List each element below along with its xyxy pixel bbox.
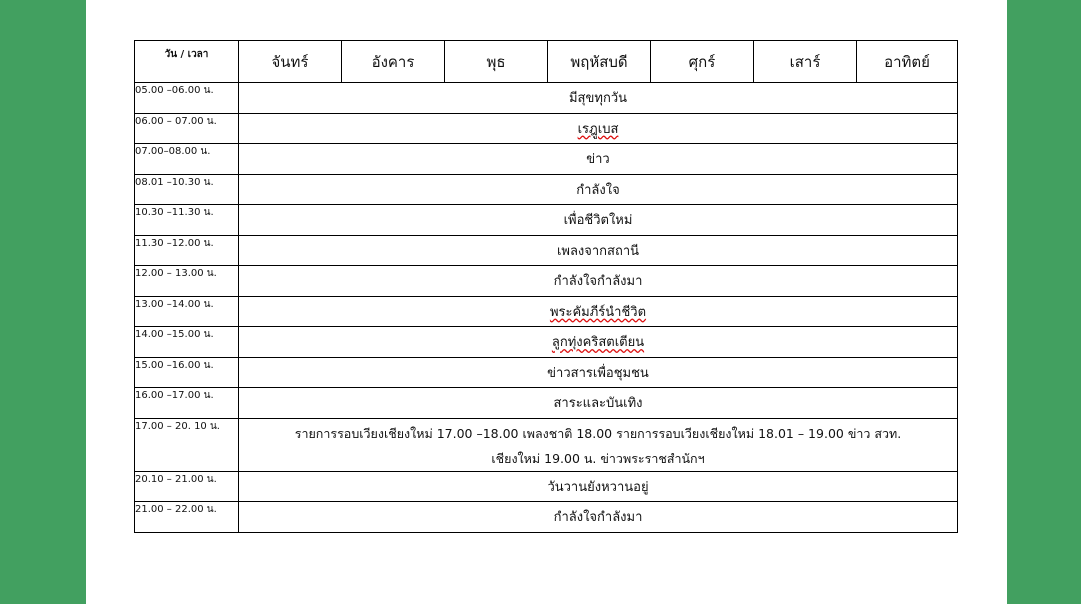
time-cell: 17.00 – 20. 10 น. <box>135 418 239 471</box>
program-line-1: รายการรอบเวียงเชียงใหม่ 17.00 –18.00 เพลงชาติ 18.00 รายการรอบเวียงเชียงใหม่ 18.01 – 19.00 ข่าว สวท. <box>294 425 902 441</box>
schedule-table <box>134 40 958 533</box>
time-cell: 15.00 –16.00 น. <box>135 357 239 388</box>
time-cell: 07.00–08.00 น. <box>135 144 239 175</box>
day-header-wednesday: พุธ <box>445 41 548 83</box>
day-header-monday: จันทร์ <box>239 41 342 83</box>
day-header-sunday: อาทิตย์ <box>857 41 958 83</box>
table-row <box>135 357 958 388</box>
time-cell: 13.00 –14.00 น. <box>135 296 239 327</box>
time-cell: 14.00 –15.00 น. <box>135 327 239 358</box>
corner-header: วัน / เวลา <box>135 41 239 83</box>
program-cell: กำลังใจกำลังมา <box>239 266 958 297</box>
table-row <box>135 235 958 266</box>
table-row <box>135 471 958 502</box>
time-cell: 21.00 – 22.00 น. <box>135 502 239 533</box>
program-cell: เพื่อชีวิตใหม่ <box>239 205 958 236</box>
program-cell: มีสุขทุกวัน <box>239 83 958 114</box>
header-row <box>135 41 958 83</box>
table-row <box>135 205 958 236</box>
program-cell: กำลังใจ <box>239 174 958 205</box>
program-line-2: เชียงใหม่ 19.00 น. ข่าวพระราชสำนักฯ <box>491 450 705 466</box>
time-cell: 12.00 – 13.00 น. <box>135 266 239 297</box>
table-row <box>135 266 958 297</box>
time-cell: 11.30 –12.00 น. <box>135 235 239 266</box>
program-cell: วันวานยังหวานอยู่ <box>239 471 958 502</box>
time-cell: 05.00 –06.00 น. <box>135 83 239 114</box>
program-cell: สาระและบันเทิง <box>239 388 958 419</box>
program-cell <box>239 327 958 358</box>
program-cell <box>239 113 958 144</box>
table-row <box>135 388 958 419</box>
table-row <box>135 418 958 471</box>
program-cell: ข่าว <box>239 144 958 175</box>
program-label: เรฎูเบส <box>577 121 619 137</box>
table-row <box>135 174 958 205</box>
day-header-saturday: เสาร์ <box>754 41 857 83</box>
day-header-tuesday: อังคาร <box>342 41 445 83</box>
table-row <box>135 327 958 358</box>
document-page <box>86 0 1007 604</box>
program-cell: ข่าวสารเพื่อชุมชน <box>239 357 958 388</box>
program-cell <box>239 296 958 327</box>
time-cell: 08.01 –10.30 น. <box>135 174 239 205</box>
program-cell: กำลังใจกำลังมา <box>239 502 958 533</box>
table-row <box>135 502 958 533</box>
day-header-friday: ศุกร์ <box>651 41 754 83</box>
table-row <box>135 113 958 144</box>
program-cell: เพลงจากสถานี <box>239 235 958 266</box>
day-header-thursday: พฤหัสบดี <box>548 41 651 83</box>
time-cell: 20.10 – 21.00 น. <box>135 471 239 502</box>
table-row <box>135 83 958 114</box>
time-cell: 10.30 –11.30 น. <box>135 205 239 236</box>
program-cell <box>239 418 958 471</box>
program-label: ลูกทุ่งคริสตเตียน <box>551 335 645 351</box>
time-cell: 06.00 – 07.00 น. <box>135 113 239 144</box>
program-label: พระคัมภีร์นำชีวิต <box>549 304 647 320</box>
time-cell: 16.00 –17.00 น. <box>135 388 239 419</box>
table-row <box>135 296 958 327</box>
table-row <box>135 144 958 175</box>
